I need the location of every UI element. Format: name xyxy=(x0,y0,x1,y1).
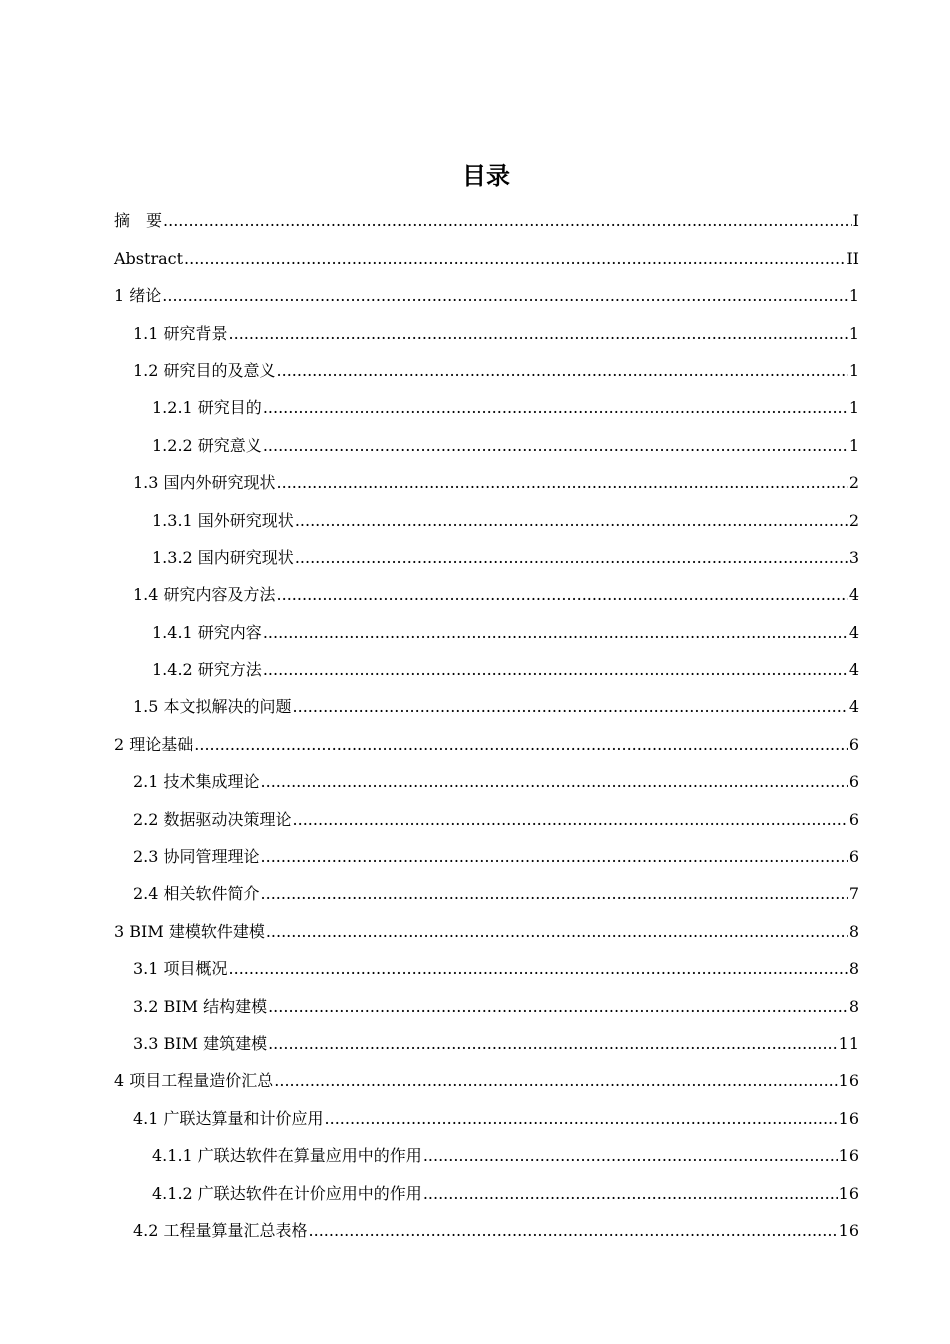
table-of-contents xyxy=(0,202,950,1249)
toc-entry-label: 3 BIM 建模软件建模 xyxy=(114,921,265,941)
toc-entry-label: 2.2 数据驱动决策理论 xyxy=(133,809,292,829)
toc-entry-label: 4.1.2 广联达软件在计价应用中的作用 xyxy=(152,1183,422,1203)
toc-entry-page: 8 xyxy=(848,959,859,979)
toc-entry-page: 7 xyxy=(848,884,859,904)
toc-entry-label: 摘 要 xyxy=(114,211,163,231)
toc-entry-page: 4 xyxy=(848,697,859,717)
toc-leader-dots xyxy=(261,772,848,792)
toc-leader-dots xyxy=(263,398,848,418)
toc-entry-page: 6 xyxy=(848,772,859,792)
toc-entry-page: 6 xyxy=(848,809,859,829)
toc-entry-label: 2.1 技术集成理论 xyxy=(133,772,260,792)
toc-entry[interactable] xyxy=(0,501,950,538)
toc-entry-page: 1 xyxy=(848,435,859,455)
toc-leader-dots xyxy=(277,361,848,381)
toc-leader-dots xyxy=(293,697,848,717)
toc-entry-page: 16 xyxy=(838,1183,859,1203)
toc-leader-dots xyxy=(263,436,848,456)
toc-leader-dots xyxy=(229,959,848,979)
toc-leader-dots xyxy=(309,1221,838,1241)
toc-entry-page: 11 xyxy=(838,1033,859,1053)
toc-leader-dots xyxy=(268,997,848,1017)
toc-entry-page: 8 xyxy=(848,996,859,1016)
toc-entry-label: 1.1 研究背景 xyxy=(133,323,228,343)
toc-leader-dots xyxy=(277,473,848,493)
toc-entry-page: 1 xyxy=(848,286,859,306)
toc-entry-page: 4 xyxy=(848,622,859,642)
toc-entry[interactable] xyxy=(0,987,950,1024)
toc-entry-label: Abstract xyxy=(114,248,184,268)
toc-entry[interactable] xyxy=(0,875,950,912)
toc-entry-label: 3.2 BIM 结构建模 xyxy=(133,996,268,1016)
toc-leader-dots xyxy=(423,1146,838,1166)
toc-entry-label: 2.3 协同管理理论 xyxy=(133,847,260,867)
toc-entry[interactable] xyxy=(0,1099,950,1136)
toc-entry[interactable] xyxy=(0,576,950,613)
toc-leader-dots xyxy=(277,585,848,605)
toc-leader-dots xyxy=(261,884,848,904)
toc-entry-label: 4.1 广联达算量和计价应用 xyxy=(133,1108,324,1128)
toc-entry-label: 3.1 项目概况 xyxy=(133,959,228,979)
toc-entry-page: 1 xyxy=(848,398,859,418)
toc-leader-dots xyxy=(263,660,848,680)
toc-leader-dots xyxy=(293,810,848,830)
toc-entry-label: 2 理论基础 xyxy=(114,734,194,754)
toc-entry[interactable] xyxy=(0,1174,950,1211)
toc-entry-label: 1.4 研究内容及方法 xyxy=(133,585,276,605)
toc-entry[interactable] xyxy=(0,651,950,688)
toc-entry-page: II xyxy=(846,248,859,268)
toc-entry[interactable] xyxy=(0,688,950,725)
toc-entry-label: 4.1.1 广联达软件在算量应用中的作用 xyxy=(152,1146,422,1166)
toc-entry[interactable] xyxy=(0,838,950,875)
toc-entry[interactable] xyxy=(0,725,950,762)
toc-entry-label: 1.4.2 研究方法 xyxy=(152,660,262,680)
toc-leader-dots xyxy=(163,211,852,231)
toc-entry-label: 3.3 BIM 建筑建模 xyxy=(133,1033,268,1053)
toc-entry[interactable] xyxy=(0,763,950,800)
toc-leader-dots xyxy=(263,623,848,643)
toc-entry[interactable] xyxy=(0,1212,950,1249)
toc-leader-dots xyxy=(266,922,848,942)
toc-entry[interactable] xyxy=(0,613,950,650)
toc-entry-label: 2.4 相关软件简介 xyxy=(133,884,260,904)
toc-leader-dots xyxy=(295,548,848,568)
toc-entry-label: 1.4.1 研究内容 xyxy=(152,622,262,642)
toc-entry[interactable] xyxy=(0,239,950,276)
toc-entry-page: 1 xyxy=(848,360,859,380)
toc-leader-dots xyxy=(423,1184,838,1204)
toc-leader-dots xyxy=(229,324,848,344)
toc-entry-page: 3 xyxy=(848,547,859,567)
toc-entry[interactable] xyxy=(0,389,950,426)
toc-leader-dots xyxy=(274,1071,837,1091)
toc-entry-label: 1.3.1 国外研究现状 xyxy=(152,510,294,530)
toc-entry[interactable] xyxy=(0,912,950,949)
toc-leader-dots xyxy=(194,735,848,755)
toc-entry[interactable] xyxy=(0,1025,950,1062)
page-title: 目录 xyxy=(462,162,510,190)
toc-entry[interactable] xyxy=(0,539,950,576)
toc-entry-page: 16 xyxy=(838,1220,859,1240)
toc-entry[interactable] xyxy=(0,277,950,314)
toc-entry-page: 4 xyxy=(848,585,859,605)
toc-entry-page: 8 xyxy=(848,921,859,941)
toc-entry-page: I xyxy=(852,211,859,231)
toc-entry-label: 1.2 研究目的及意义 xyxy=(133,360,276,380)
toc-entry[interactable] xyxy=(0,352,950,389)
toc-leader-dots xyxy=(295,511,848,531)
toc-entry-label: 1.2.2 研究意义 xyxy=(152,435,262,455)
toc-entry[interactable] xyxy=(0,202,950,239)
toc-entry-label: 1.2.1 研究目的 xyxy=(152,398,262,418)
toc-entry-page: 1 xyxy=(848,323,859,343)
toc-entry-page: 4 xyxy=(848,660,859,680)
toc-entry-page: 16 xyxy=(838,1071,859,1091)
toc-entry-label: 4 项目工程量造价汇总 xyxy=(114,1071,274,1091)
toc-entry-label: 1.5 本文拟解决的问题 xyxy=(133,697,292,717)
toc-entry[interactable] xyxy=(0,1062,950,1099)
toc-entry[interactable] xyxy=(0,800,950,837)
toc-entry-page: 6 xyxy=(848,847,859,867)
toc-entry-label: 4.2 工程量算量汇总表格 xyxy=(133,1220,308,1240)
toc-entry-page: 2 xyxy=(848,473,859,493)
toc-leader-dots xyxy=(325,1109,838,1129)
toc-leader-dots xyxy=(162,286,848,306)
toc-leader-dots xyxy=(261,847,848,867)
toc-entry[interactable] xyxy=(0,426,950,463)
toc-entry[interactable] xyxy=(0,950,950,987)
toc-leader-dots xyxy=(184,249,845,269)
toc-entry-page: 2 xyxy=(848,510,859,530)
toc-entry-page: 6 xyxy=(848,734,859,754)
toc-entry-label: 1.3.2 国内研究现状 xyxy=(152,547,294,567)
toc-entry-label: 1.3 国内外研究现状 xyxy=(133,473,276,493)
toc-entry-page: 16 xyxy=(838,1146,859,1166)
toc-entry-label: 1 绪论 xyxy=(114,286,162,306)
toc-entry[interactable] xyxy=(0,314,950,351)
toc-entry[interactable] xyxy=(0,464,950,501)
toc-entry[interactable] xyxy=(0,1137,950,1174)
toc-leader-dots xyxy=(268,1034,838,1054)
toc-entry-page: 16 xyxy=(838,1108,859,1128)
